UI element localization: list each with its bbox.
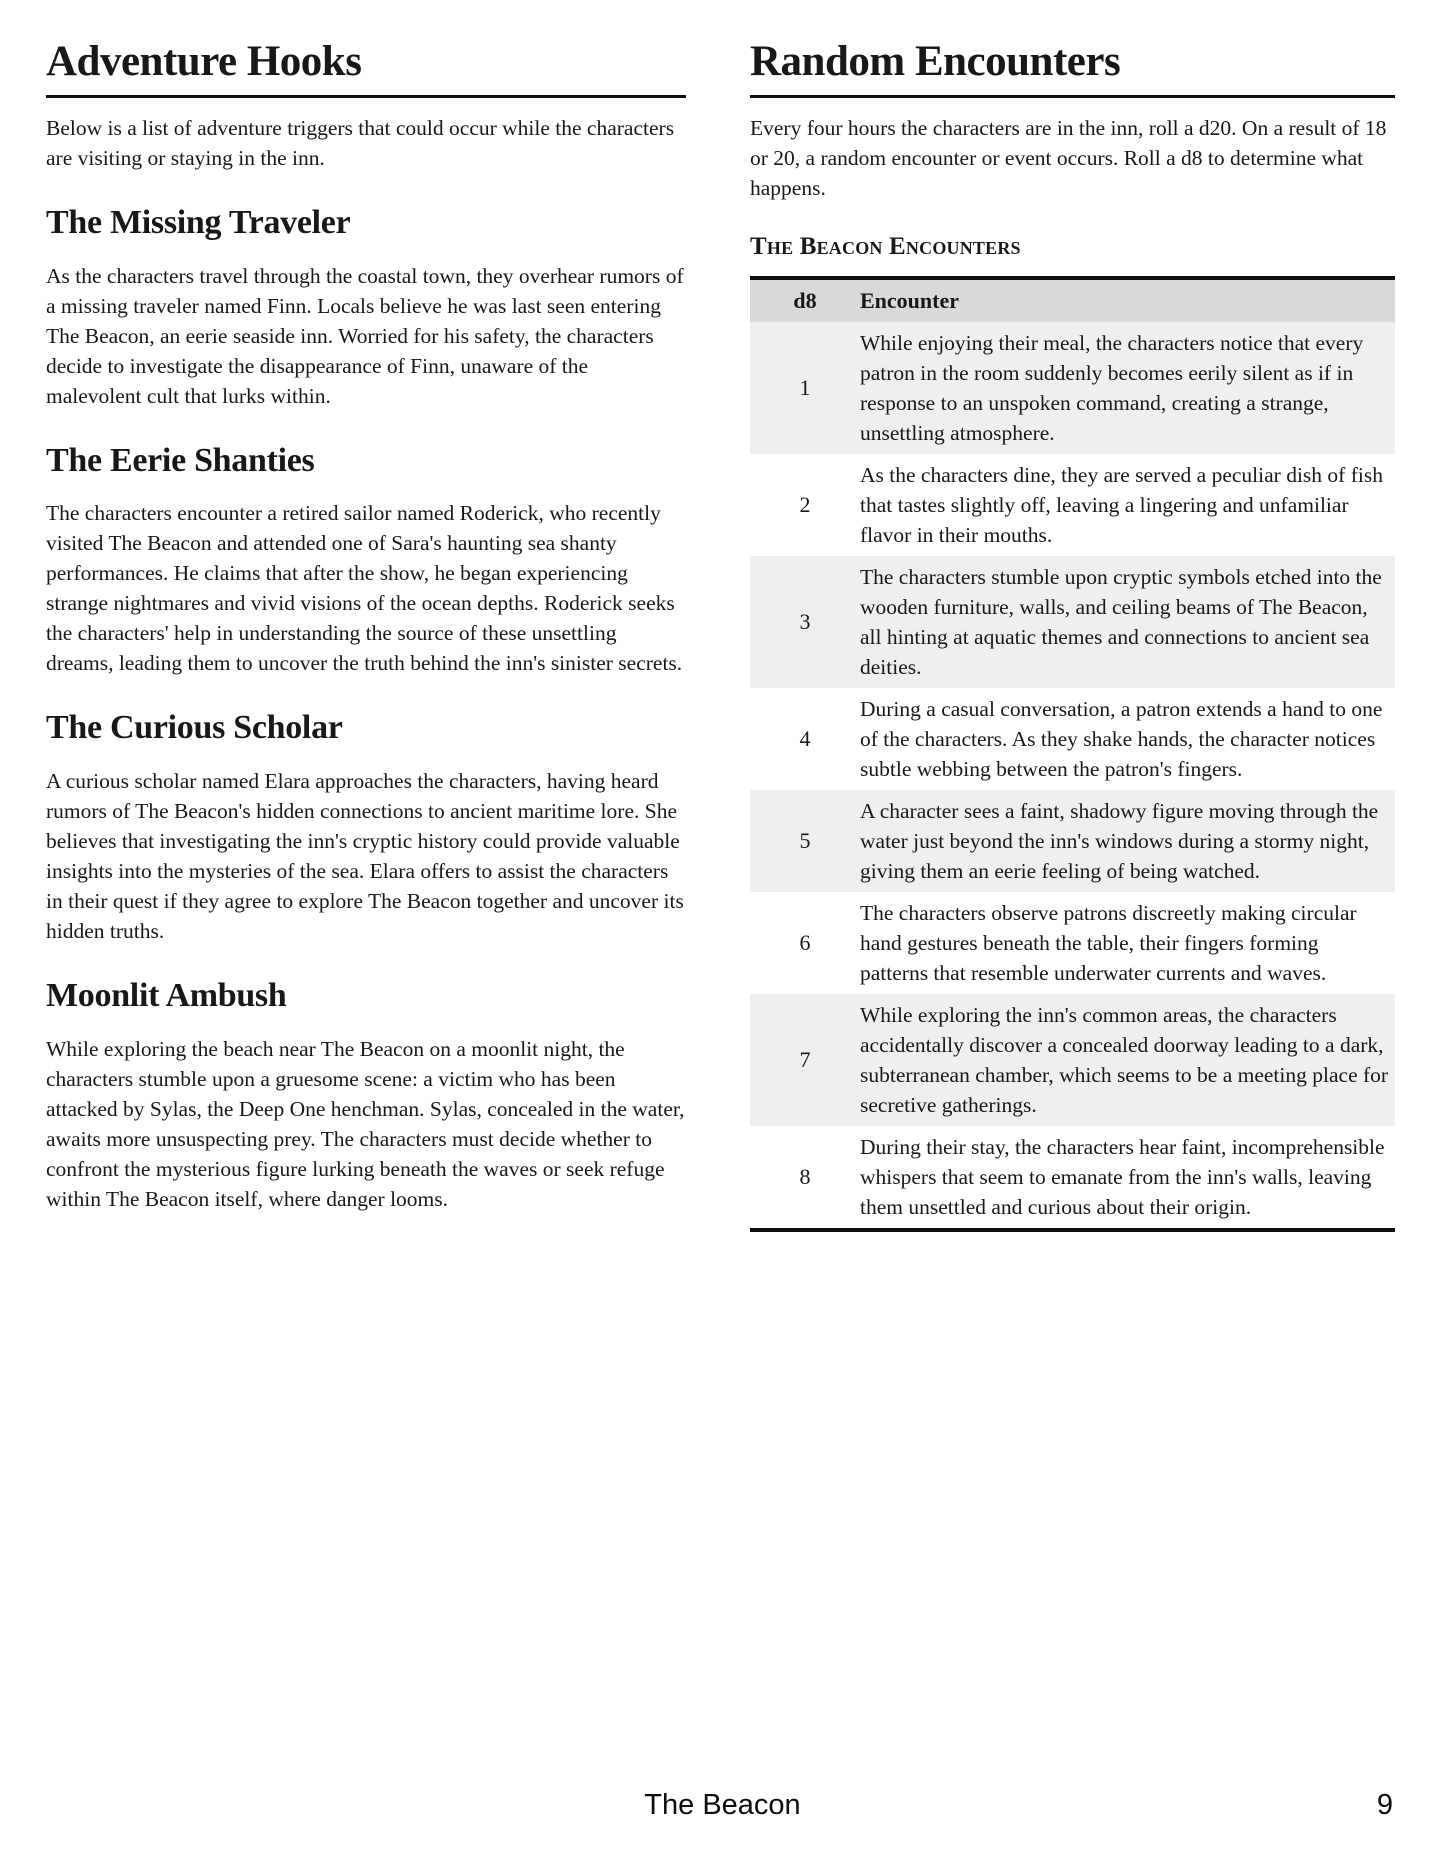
encounter-table-body (750, 322, 1395, 1230)
footer-title: The Beacon (644, 1789, 801, 1821)
encounter-cell: The characters stumble upon cryptic symbols etched into the wooden furniture, walls, and ceiling beams of The Beacon, all hinting at aquatic themes and connections to ancient sea deities. (860, 565, 1382, 679)
roll-cell: 1 (799, 375, 811, 400)
encounter-cell: A character sees a faint, shadowy figure moving through the water just beyond the inn's windows during a stormy night, giving them an eerie feeling of being watched. (860, 799, 1379, 883)
roll-cell: 6 (799, 930, 811, 955)
encounter-cell: During their stay, the characters hear faint, incomprehensible whispers that seem to emanate from the inn's walls, leaving them unsettled and curious about their origin. (860, 1135, 1385, 1219)
left-column (46, 40, 686, 1232)
random-encounters-title: Random Encounters (750, 40, 1395, 98)
table-row-7 (750, 994, 1395, 1126)
paragraph-moonlit-ambush: While exploring the beach near The Beacon on a moonlit night, the characters stumble upon a gruesome scene: a victim who has been attacked by Sylas, the Deep One henchman. Sylas, concealed in the water, awaits more unsuspecting prey. The characters must decide whether to confront the mysterious figure lurking beneath the waves or seek refuge within The Beacon itself, where danger looms. (46, 1036, 685, 1211)
table-row-2 (750, 454, 1395, 556)
column-header-encounter: Encounter (860, 288, 959, 313)
table-row-5 (750, 790, 1395, 892)
table-row-6 (750, 892, 1395, 994)
table-row-1 (750, 322, 1395, 454)
encounter-table-caption: The Beacon Encounters (750, 233, 1021, 260)
roll-cell: 5 (799, 828, 811, 853)
random-encounters-intro: Every four hours the characters are in the inn, roll a d20. On a result of 18 or 20, a random encounter or event occurs. Roll a d8 to determine what happens. (750, 116, 1387, 200)
encounter-cell: While enjoying their meal, the characters notice that every patron in the room suddenly becomes eerily silent as if in response to an unspoken command, creating a strange, unsettling atmosphere. (860, 331, 1364, 445)
encounter-cell: As the characters dine, they are served a peculiar dish of fish that tastes slightly off, leaving a lingering and unfamiliar flavor in their mouths. (860, 463, 1383, 547)
roll-cell: 7 (799, 1047, 811, 1072)
encounter-cell: During a casual conversation, a patron extends a hand to one of the characters. As they shake hands, the character notices subtle webbing between the patron's fingers. (860, 697, 1383, 781)
paragraph-curious-scholar: A curious scholar named Elara approaches the characters, having heard rumors of The Beacon's hidden connections to ancient maritime lore. She believes that investigating the inn's cryptic history could provide valuable insights into the mysteries of the sea. Elara offers to assist the characters in their quest if they agree to explore The Beacon together and uncover its hidden truths. (46, 769, 684, 944)
table-header-row (750, 278, 1395, 322)
encounter-table-head (750, 278, 1395, 322)
encounter-table (750, 276, 1395, 1232)
roll-cell: 2 (799, 492, 811, 517)
paragraph-missing-traveler: As the characters travel through the coastal town, they overhear rumors of a missing traveler named Finn. Locals believe he was last seen entering The Beacon, an eerie seaside inn. Worried for his safety, the characters decide to investigate the disappearance of Finn, unaware of the malevolent cult that lurks within. (46, 263, 684, 408)
roll-cell: 3 (799, 609, 811, 634)
page-footer (0, 1789, 1445, 1823)
adventure-hooks-title: Adventure Hooks (46, 40, 686, 98)
table-row-3 (750, 556, 1395, 688)
table-row-8 (750, 1126, 1395, 1230)
adventure-hooks-intro: Below is a list of adventure triggers that could occur while the characters are visiting or staying in the inn. (46, 116, 675, 170)
roll-cell: 8 (799, 1164, 811, 1189)
paragraph-eerie-shanties: The characters encounter a retired sailor named Roderick, who recently visited The Beacon and attended one of Sara's haunting sea shanty performances. He claims that after the show, he began experiencing strange nightmares and vivid visions of the ocean depths. Roderick seeks the characters' help in understanding the source of these unsettling dreams, leading them to uncover the truth behind the inn's sinister secrets. (46, 501, 683, 676)
heading-missing-traveler: The Missing Traveler (46, 204, 351, 241)
table-row-4 (750, 688, 1395, 790)
right-column (750, 40, 1395, 1232)
page-number: 9 (1376, 1789, 1393, 1821)
heading-curious-scholar: The Curious Scholar (46, 709, 343, 747)
encounter-cell: While exploring the inn's common areas, the characters accidentally discover a concealed doorway leading to a dark, subterranean chamber, which seems to be a meeting place for secretive gatherings. (860, 1003, 1389, 1117)
heading-moonlit-ambush: Moonlit Ambush (46, 977, 287, 1015)
column-header-d8: d8 (793, 288, 817, 313)
encounter-cell: The characters observe patrons discreetly making circular hand gestures beneath the table, their fingers forming patterns that resemble underwater currents and waves. (860, 901, 1357, 985)
heading-eerie-shanties: The Eerie Shanties (46, 441, 315, 479)
roll-cell: 4 (799, 726, 811, 751)
